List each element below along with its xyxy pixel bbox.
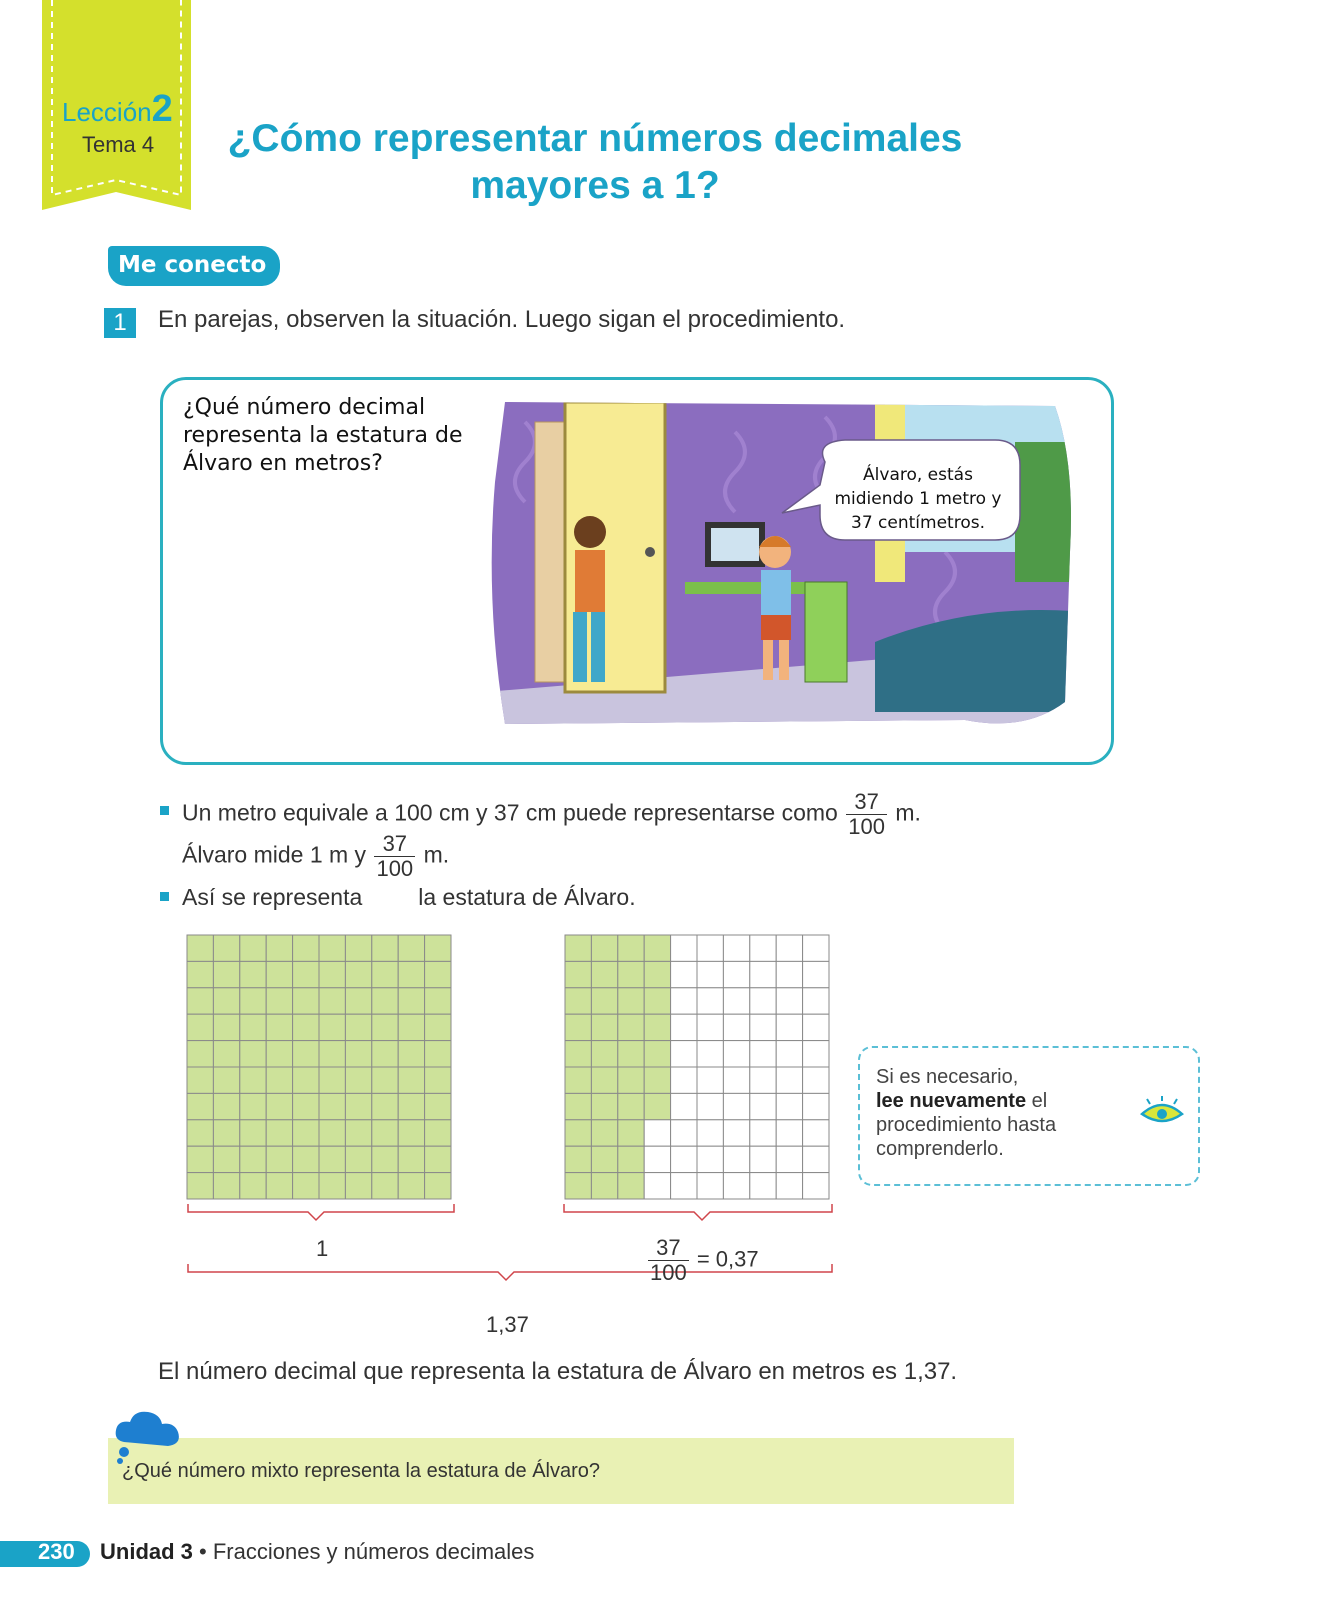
grid-cell [723, 961, 749, 987]
tip-text: Si es necesario, lee nuevamente el procedimiento hasta comprenderlo. [876, 1066, 1057, 1160]
grid-cell [293, 1093, 319, 1119]
grid-cell [697, 1014, 723, 1040]
grid-cell [591, 988, 617, 1014]
grid-cell [750, 1093, 776, 1119]
grid-cell [671, 988, 697, 1014]
grid-cell [266, 1093, 292, 1119]
grid-cell [319, 935, 345, 961]
grid-cell [697, 1146, 723, 1172]
grid-cell [671, 1014, 697, 1040]
grid-cell [644, 961, 670, 987]
grid-cell [345, 988, 371, 1014]
grid-cell [240, 1014, 266, 1040]
room-illustration [485, 402, 1090, 742]
grid-cell [319, 1041, 345, 1067]
grid-cell [618, 961, 644, 987]
grid-cell [293, 1146, 319, 1172]
grid-cell [697, 1041, 723, 1067]
grid-cell [776, 1041, 802, 1067]
grid-cell [372, 1173, 398, 1199]
grid-cell [187, 1120, 213, 1146]
grid-cell [319, 1067, 345, 1093]
grid-cell [776, 1093, 802, 1119]
grid-cell [803, 935, 829, 961]
grid-cell [372, 1146, 398, 1172]
grid-cell [591, 1093, 617, 1119]
grid-cell [345, 935, 371, 961]
grid-cell [750, 1173, 776, 1199]
grid-cell [372, 1067, 398, 1093]
grid-cell [187, 1041, 213, 1067]
grid-cell [671, 961, 697, 987]
fraction: $\frac{37}{100}$ [376, 831, 414, 881]
grid-cell [266, 1067, 292, 1093]
grid-cell [750, 1146, 776, 1172]
grid-cell [372, 1093, 398, 1119]
grid-cell [618, 1146, 644, 1172]
grid-cell [776, 935, 802, 961]
grid-cell [776, 961, 802, 987]
grid-cell [213, 988, 239, 1014]
grid-cell [618, 1173, 644, 1199]
step-2: Así se representa la estatura de Álvaro. [182, 884, 636, 910]
hundred-grid-full [186, 934, 452, 1200]
grid-cell [618, 1093, 644, 1119]
grid-cell [723, 1093, 749, 1119]
grid-cell [293, 1041, 319, 1067]
grid-cell [293, 988, 319, 1014]
question-number: 1 [104, 308, 136, 338]
grid-cell [345, 1014, 371, 1040]
grid-cell [240, 1146, 266, 1172]
grid-cell [591, 1173, 617, 1199]
grid-cell [750, 1041, 776, 1067]
grid-cell [345, 1067, 371, 1093]
grid-cell [750, 1120, 776, 1146]
grid-cell [644, 988, 670, 1014]
grid-cell [372, 1120, 398, 1146]
grid-cell [319, 1146, 345, 1172]
grid-cell [425, 1173, 451, 1199]
thought-cloud-icon [110, 1408, 190, 1466]
grid-cell [671, 935, 697, 961]
scene-question: ¿Qué número decimal representa la estatura de Álvaro en metros? [183, 395, 463, 476]
grid-cell [398, 1041, 424, 1067]
grid-cell [398, 1093, 424, 1119]
grid-cell [187, 1014, 213, 1040]
grid-cell [213, 1067, 239, 1093]
grid-cell [266, 1041, 292, 1067]
instruction-text: En parejas, observen la situación. Luego sigan el procedimiento. [158, 306, 846, 333]
grid-cell [618, 1067, 644, 1093]
grid-cell [240, 1093, 266, 1119]
grid-cell [398, 988, 424, 1014]
grid-cell [750, 935, 776, 961]
grid-cell [776, 1146, 802, 1172]
grid-cell [803, 961, 829, 987]
grid-cell [345, 961, 371, 987]
grid-cell [213, 1173, 239, 1199]
grid-cell [240, 988, 266, 1014]
grid-cell [187, 1173, 213, 1199]
grid-cell [776, 1067, 802, 1093]
grid-cell [266, 1146, 292, 1172]
grid-cell [565, 1173, 591, 1199]
grid-cell [671, 1093, 697, 1119]
grid-cell [425, 1067, 451, 1093]
grid-cell [671, 1173, 697, 1199]
grid-cell [591, 935, 617, 961]
grid-cell [750, 1067, 776, 1093]
grid-cell [591, 1041, 617, 1067]
grid-cell [240, 1120, 266, 1146]
grid-cell [591, 1014, 617, 1040]
grid-cell [425, 961, 451, 987]
grid-cell [618, 1120, 644, 1146]
grid-cell [213, 961, 239, 987]
step-1-line2: Álvaro mide 1 m y $\frac{37}{100}$ m. [182, 831, 450, 881]
grid-cell [750, 988, 776, 1014]
grid-cell [372, 1014, 398, 1040]
label-fraction: $\frac{37}{100}$ = 0,37 [650, 1235, 759, 1285]
grid-cell [723, 1120, 749, 1146]
grid-cell [372, 1041, 398, 1067]
grid-cell [240, 1173, 266, 1199]
grid-cell [671, 1146, 697, 1172]
grid-cell [803, 1093, 829, 1119]
grid-cell [671, 1120, 697, 1146]
grid-cell [345, 1146, 371, 1172]
grid-cell [697, 935, 723, 961]
grid-cell [565, 1067, 591, 1093]
grid-cell [345, 1041, 371, 1067]
grid-cell [565, 988, 591, 1014]
grid-cell [319, 961, 345, 987]
grid-cell [618, 1014, 644, 1040]
grid-cell [776, 1014, 802, 1040]
svg-text:37 centímetros.: 37 centímetros. [851, 513, 985, 533]
grid-cell [803, 988, 829, 1014]
grid-cell [425, 1146, 451, 1172]
grid-cell [372, 935, 398, 961]
grid-cell [266, 1120, 292, 1146]
grid-cell [293, 1173, 319, 1199]
grid-cell [723, 988, 749, 1014]
grid-cell [240, 961, 266, 987]
fraction: $\frac{37}{100}$ [848, 789, 885, 839]
grid-cell [293, 1067, 319, 1093]
grid-cell [240, 1067, 266, 1093]
grid-cell [565, 1120, 591, 1146]
grid-cell [750, 961, 776, 987]
topic-label: Tema 4 [82, 132, 155, 157]
conclusion-text: El número decimal que representa la estatura de Álvaro en metros es 1,37. [158, 1358, 958, 1385]
grid-cell [644, 1120, 670, 1146]
grid-cell [213, 935, 239, 961]
lesson-number: 2 [151, 88, 173, 130]
grid-cell [398, 1014, 424, 1040]
grid-cell [240, 935, 266, 961]
grid-cell [591, 1120, 617, 1146]
grid-cell [398, 1173, 424, 1199]
grid-cell [345, 1120, 371, 1146]
grid-cell [803, 1014, 829, 1040]
grid-cell [723, 1067, 749, 1093]
label-one: 1 [316, 1236, 329, 1261]
grid-cell [293, 1014, 319, 1040]
grid-cell [776, 1120, 802, 1146]
grid-cell [293, 1120, 319, 1146]
grid-cell [803, 1146, 829, 1172]
grid-cell [644, 1041, 670, 1067]
grid-cell [187, 988, 213, 1014]
grid-cell [425, 1093, 451, 1119]
grid-cell [697, 1093, 723, 1119]
grid-cell [345, 1173, 371, 1199]
grid-cell [803, 1041, 829, 1067]
grid-cell [319, 1173, 345, 1199]
grid-cell [213, 1120, 239, 1146]
grid-cell [618, 988, 644, 1014]
grid-cell [803, 1067, 829, 1093]
grid-cell [697, 1120, 723, 1146]
grid-cell [187, 961, 213, 987]
grid-cell [565, 1093, 591, 1119]
grid-cell [591, 1146, 617, 1172]
grid-cell [723, 1146, 749, 1172]
grid-cell [618, 1041, 644, 1067]
grid-cell [187, 1067, 213, 1093]
grid-cell [187, 1146, 213, 1172]
svg-text:midiendo 1 metro y: midiendo 1 metro y [834, 489, 1002, 509]
grid-cell [723, 1014, 749, 1040]
grid-cell [644, 1014, 670, 1040]
grid-cell [644, 1093, 670, 1119]
grid-cell [565, 1014, 591, 1040]
grid-cell [697, 1173, 723, 1199]
eye-icon [1140, 1096, 1184, 1128]
grid-cell [776, 1173, 802, 1199]
grid-cell [372, 988, 398, 1014]
bullet-marker [160, 892, 169, 901]
grid-cell [398, 1067, 424, 1093]
grid-cell [565, 961, 591, 987]
grid-cell [591, 961, 617, 987]
page-title: ¿Cómo representar números decimales mayores a 1? [227, 117, 963, 207]
label-total: 1,37 [486, 1312, 529, 1337]
grid-cell [319, 1120, 345, 1146]
grid-cell [697, 961, 723, 987]
grid-cell [723, 1173, 749, 1199]
grid-cell [565, 1146, 591, 1172]
grid-cell [776, 988, 802, 1014]
grid-cell [803, 1173, 829, 1199]
grid-cell [723, 935, 749, 961]
grid-cell [213, 1146, 239, 1172]
grid-cell [425, 935, 451, 961]
grid-cell [644, 1067, 670, 1093]
grid-cell [213, 1093, 239, 1119]
grid-cell [293, 961, 319, 987]
grid-cell [565, 1041, 591, 1067]
svg-text:Álvaro, estás: Álvaro, estás [863, 465, 973, 485]
grid-cell [425, 988, 451, 1014]
grid-cell [591, 1067, 617, 1093]
grid-cell [671, 1067, 697, 1093]
grid-cell [425, 1120, 451, 1146]
grid-cell [644, 1173, 670, 1199]
grid-cell [398, 961, 424, 987]
grid-cell [266, 935, 292, 961]
grid-cell [697, 988, 723, 1014]
bullet-marker [160, 806, 169, 815]
grid-cell [266, 988, 292, 1014]
grid-cell [425, 1041, 451, 1067]
grid-cell [372, 961, 398, 987]
grid-cell [187, 1093, 213, 1119]
grid-cell [398, 1120, 424, 1146]
grid-cell [266, 1173, 292, 1199]
grid-cell [266, 961, 292, 987]
step-1: Un metro equivale a 100 cm y 37 cm puede representarse como $\frac{37}{100}$ m. [182, 789, 921, 839]
grid-cell [671, 1041, 697, 1067]
grid-cell [425, 1014, 451, 1040]
grid-cell [697, 1067, 723, 1093]
grid-cell [187, 935, 213, 961]
unit-label: Unidad 3 • Fracciones y números decimales [100, 1539, 535, 1564]
page-number: 230 [38, 1539, 75, 1564]
grid-cell [266, 1014, 292, 1040]
grid-cell [319, 1014, 345, 1040]
grid-cell [213, 1014, 239, 1040]
grid-cell [723, 1041, 749, 1067]
grid-cell [644, 1146, 670, 1172]
grid-cell [644, 935, 670, 961]
grid-cell [803, 1120, 829, 1146]
grid-cell [398, 935, 424, 961]
lesson-label: Lección2 [62, 88, 173, 130]
hundred-grid-partial [564, 934, 830, 1200]
grid-cell [319, 1093, 345, 1119]
grid-cell [213, 1041, 239, 1067]
grid-cell [345, 1093, 371, 1119]
grid-cell [618, 935, 644, 961]
grid-cell [398, 1146, 424, 1172]
grid-cell [293, 935, 319, 961]
grid-cell [319, 988, 345, 1014]
section-tag: Me conecto [108, 246, 280, 286]
grid-cell [750, 1014, 776, 1040]
grid-cell [565, 935, 591, 961]
reflection-question: ¿Qué número mixto representa la estatura de Álvaro? [122, 1460, 601, 1482]
grid-cell [240, 1041, 266, 1067]
